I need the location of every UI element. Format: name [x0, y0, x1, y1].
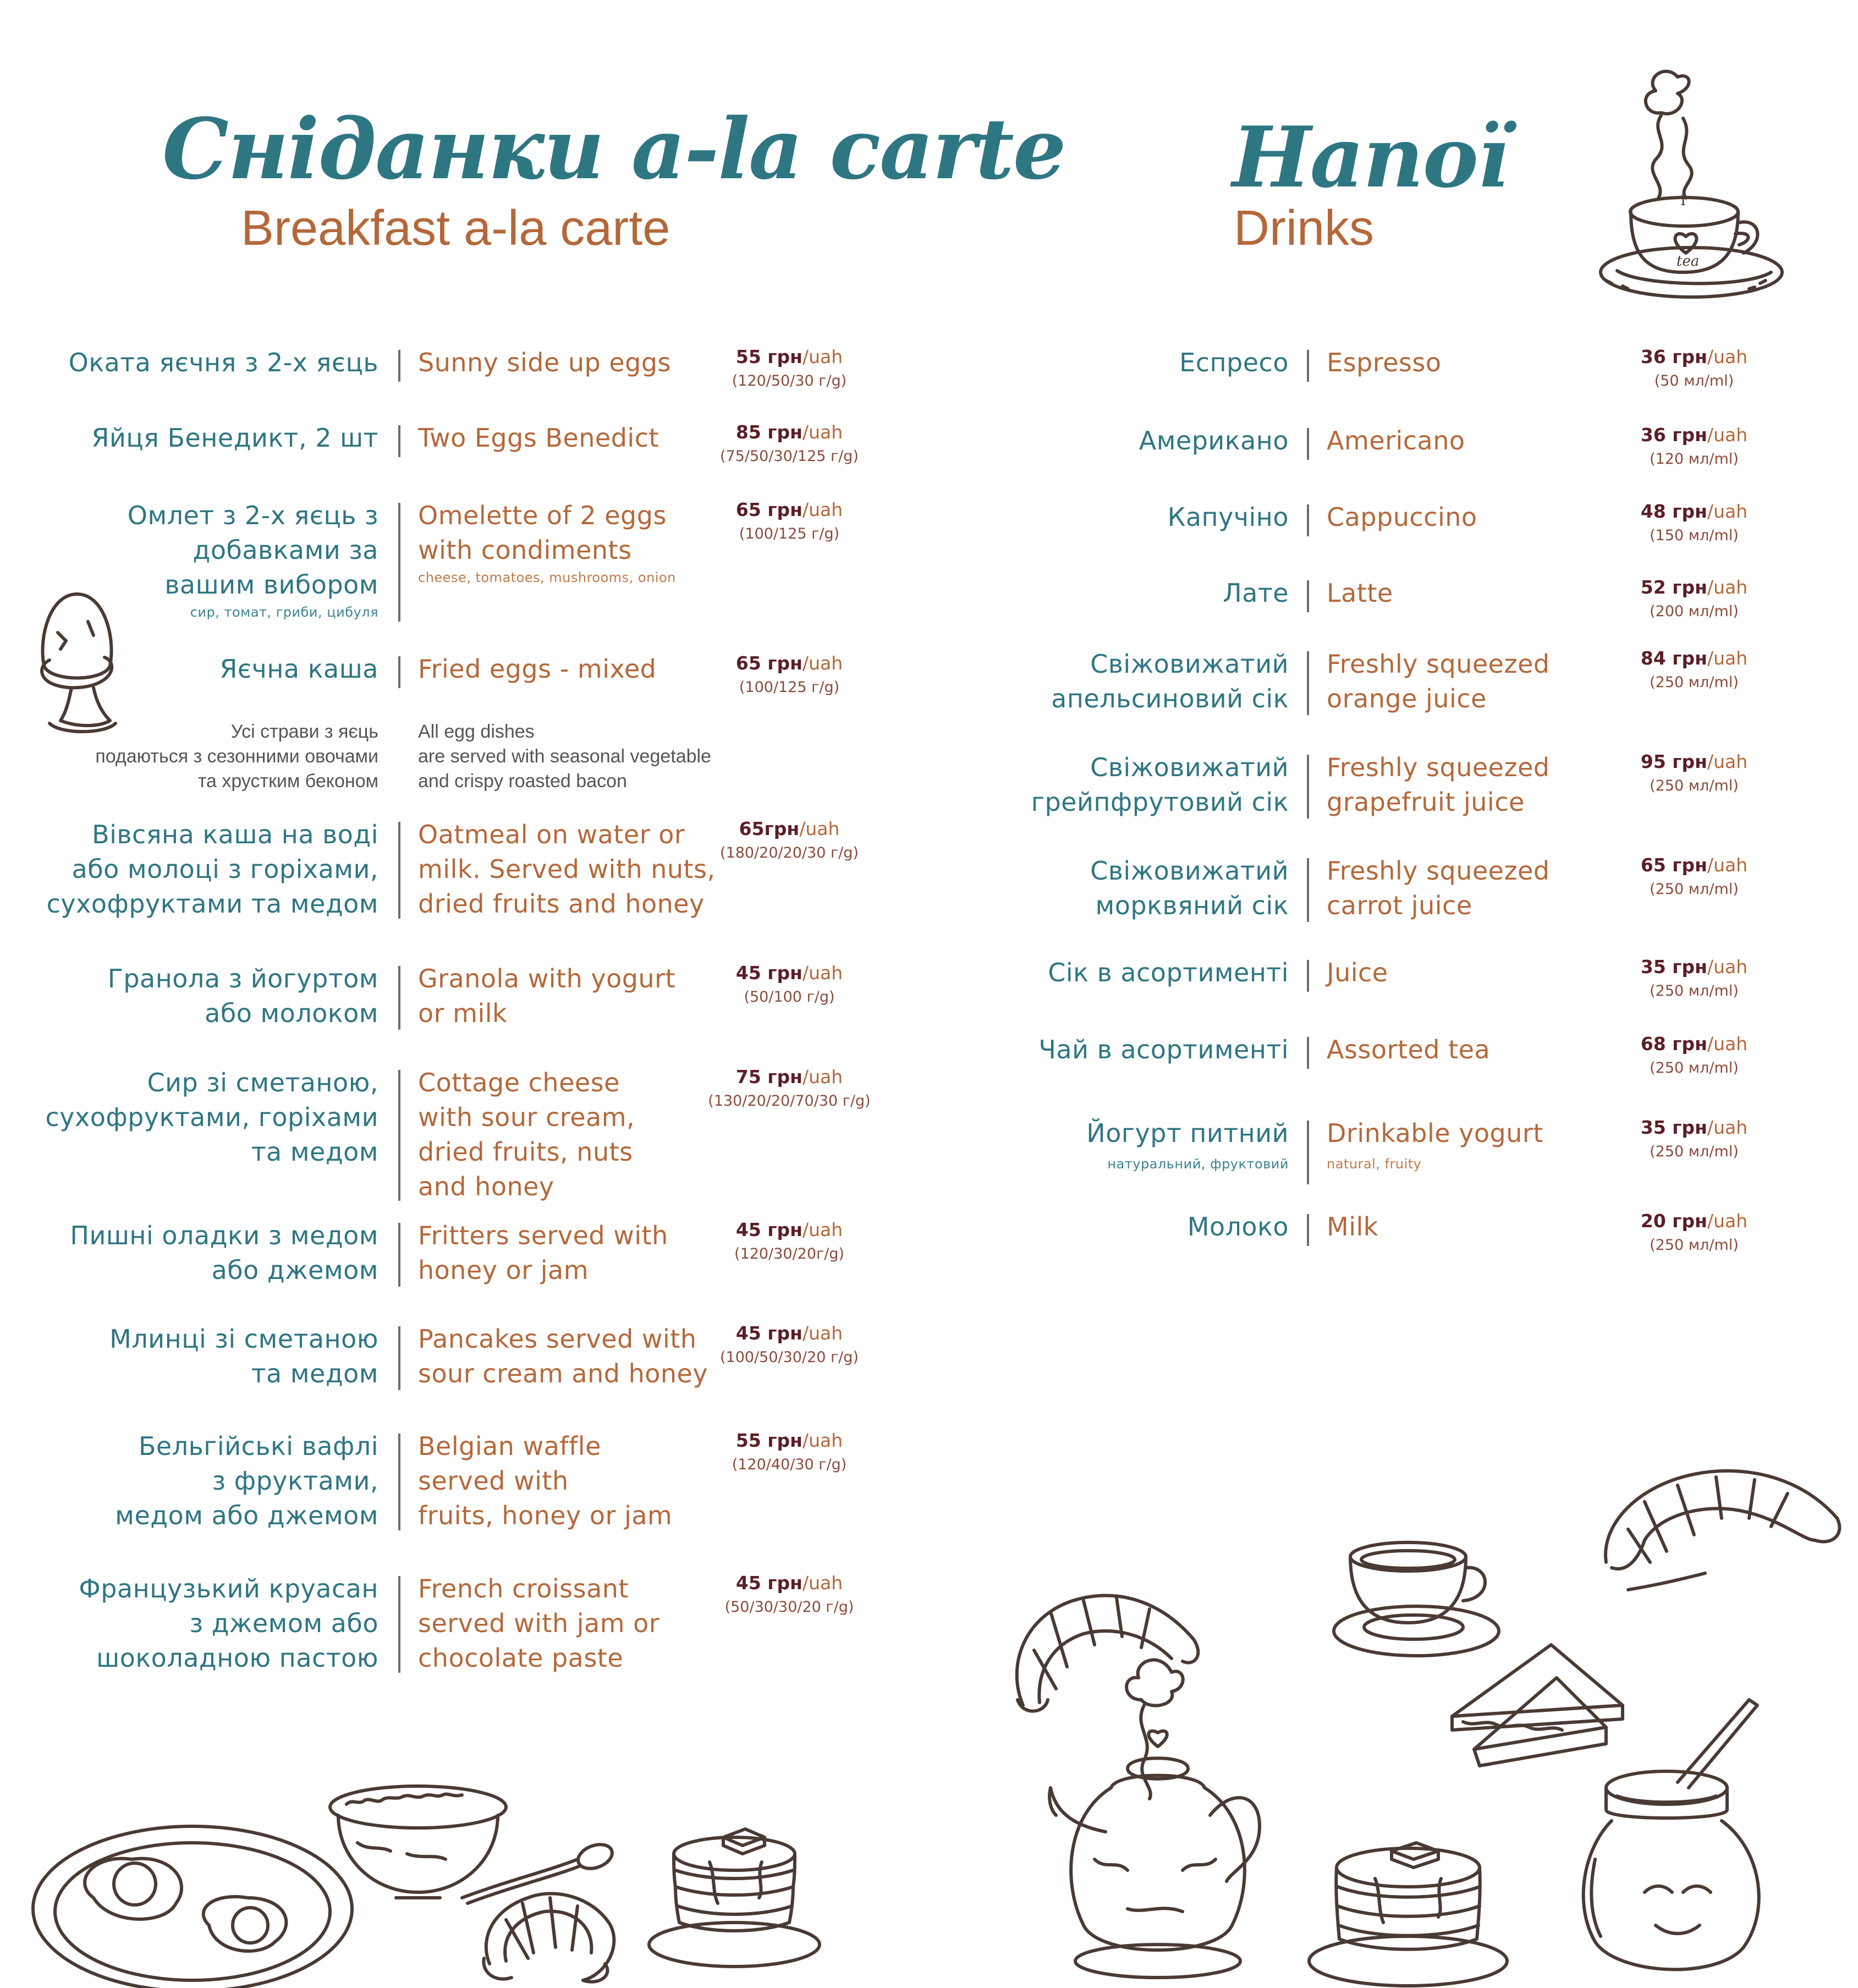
drink-price: 84 грн/uah (250 мл/ml) [1640, 647, 1748, 691]
drink-name-en: Freshly squeezed carrot juice [1327, 856, 1550, 920]
croissant-icon [473, 1865, 622, 1988]
drink-name-uk: Молоко [1187, 1212, 1289, 1242]
item-name-en: Fried eggs - mixed [418, 654, 657, 684]
drink-name-uk: Еспресо [1179, 348, 1289, 377]
drink-name-en: Latte [1327, 578, 1393, 608]
drink-name-uk: Свіжовижатий грейпфрутовий сік [1031, 753, 1289, 817]
drink-name-en: Drinkable yogurt natural, fruity [1327, 1116, 1635, 1174]
drinks-title-en: Drinks [1234, 201, 1375, 256]
item-name-uk: Пишні оладки з медом або джемом [70, 1221, 378, 1285]
item-name-uk: Французький круасан з джемом або шоколадною пастою [79, 1574, 378, 1673]
item-name-uk: Млинці зі сметаною та медом [109, 1324, 378, 1388]
drink-price: 36 грн/uah (50 мл/ml) [1640, 346, 1748, 389]
separator [398, 1434, 400, 1530]
separator [398, 1576, 400, 1673]
drink-name-uk: Американо [1139, 426, 1289, 455]
separator [398, 822, 400, 919]
cup-text-i: I [1680, 193, 1686, 209]
item-price: 65грн/uah (180/20/20/30 г/g) [720, 818, 859, 861]
separator [1307, 580, 1309, 612]
drink-name-uk: Капучіно [1167, 502, 1289, 532]
drink-name-uk: Лате [1223, 578, 1289, 608]
item-price: 55 грн/uah (120/40/30 г/g) [732, 1430, 847, 1473]
breakfast-title-uk: Сніданки a-la carte [162, 100, 1065, 198]
item-name-uk: Бельгійські вафлі з фруктами, медом або джемом [115, 1431, 378, 1530]
separator [1307, 350, 1309, 382]
separator [398, 1070, 400, 1201]
separator [1307, 504, 1309, 536]
separator [1307, 755, 1309, 819]
drink-price: 68 грн/uah (250 мл/ml) [1640, 1033, 1748, 1077]
item-price: 45 грн/uah (100/50/30/20 г/g) [720, 1322, 859, 1366]
item-name-en: Pancakes served with sour cream and honey [418, 1324, 708, 1388]
item-name-en: Oatmeal on water or milk. Served with nuts, dried fruits and honey [418, 820, 716, 919]
item-price: 45 грн/uah (120/30/20г/g) [734, 1219, 844, 1262]
drink-name-en: Americano [1327, 426, 1465, 455]
croissant-icon [1595, 1452, 1848, 1595]
drink-note-en: natural, fruity [1327, 1156, 1422, 1172]
breakfast-title-en: Breakfast a-la carte [241, 201, 670, 256]
separator [1307, 960, 1309, 992]
item-name-en: Fritters served with honey or jam [418, 1221, 668, 1285]
separator [398, 503, 400, 622]
separator [1307, 858, 1309, 922]
item-name-uk: Яйця Бенедикт, 2 шт [91, 423, 378, 453]
separator [398, 350, 400, 382]
drink-name-en: Freshly squeezed orange juice [1327, 649, 1550, 713]
drink-name-uk: Свіжовижатий морквяний сік [1090, 856, 1289, 920]
item-price: 65 грн/uah (100/125 г/g) [735, 652, 843, 696]
item-name-en: Belgian waffle served with fruits, honey or jam [418, 1431, 673, 1530]
separator [1307, 1037, 1309, 1069]
item-price: 45 грн/uah (50/30/30/20 г/g) [724, 1572, 854, 1616]
drink-name-en: Freshly squeezed grapefruit juice [1327, 753, 1550, 817]
item-price: 85 грн/uah (75/50/30/125 г/g) [720, 421, 859, 465]
separator [398, 966, 400, 1030]
drink-name-uk: Чай в асортименті [1038, 1035, 1289, 1064]
item-name-en: Two Eggs Benedict [418, 423, 659, 453]
drink-name-en: Assorted tea [1327, 1035, 1491, 1064]
item-note-en: cheese, tomatoes, mushrooms, onion [418, 570, 676, 585]
separator [398, 1223, 400, 1287]
item-name-uk: Сир зі сметаною, сухофруктами, горіхами та медом [45, 1068, 378, 1167]
drink-price: 35 грн/uah (250 мл/ml) [1640, 956, 1748, 1000]
drink-name-en: Milk [1327, 1212, 1378, 1242]
drink-name-en: Espresso [1327, 348, 1442, 377]
drink-price: 35 грн/uah (250 мл/ml) [1640, 1117, 1748, 1160]
jam-jar-icon [1573, 1694, 1782, 1980]
drinks-title-uk: Напої [1232, 108, 1508, 206]
item-name-en: Granola with yogurt or milk [418, 964, 676, 1028]
item-name-en: Omelette of 2 eggs with condiments cheese, tomatoes, mushrooms, onion [418, 498, 726, 587]
item-name-uk: Вівсяна каша на воді або молоці з горіхами, сухофруктами та медом [46, 820, 378, 919]
drink-price: 20 грн/uah (250 мл/ml) [1640, 1210, 1748, 1254]
drink-name-en: Cappuccino [1327, 502, 1477, 532]
drink-price: 95 грн/uah (250 мл/ml) [1640, 751, 1748, 794]
teapot-icon [1045, 1650, 1276, 1986]
drink-name-uk: Йогурт питний натуральний, фруктовий [849, 1116, 1289, 1174]
item-name-uk: Оката яєчня з 2-х яєць [68, 348, 378, 377]
item-price: 75 грн/uah (130/20/20/70/30 г/g) [708, 1066, 871, 1110]
drink-name-uk: Свіжовижатий апельсиновий сік [1051, 649, 1289, 713]
separator [1307, 1121, 1309, 1184]
cup-text-tea: tea [1676, 253, 1700, 270]
separator [398, 656, 400, 688]
item-price: 55 грн/uah (120/50/30 г/g) [732, 346, 847, 389]
pancakes-icon [644, 1815, 825, 1969]
fried-eggs-plate-icon [28, 1815, 358, 1988]
drink-name-en: Juice [1327, 958, 1388, 987]
item-name-en: Sunny side up eggs [418, 348, 672, 377]
item-name-uk: Омлет з 2-х яєць з добавками за вашим вибором сир, томат, гриби, цибуля [0, 498, 378, 622]
drink-price: 52 грн/uah (200 мл/ml) [1640, 576, 1748, 620]
item-name-uk: Яєчна каша [219, 654, 378, 684]
drink-name-uk: Сік в асортименті [1048, 958, 1289, 987]
drink-price: 48 грн/uah (150 мл/ml) [1640, 501, 1748, 544]
separator [1307, 651, 1309, 715]
separator [1307, 1214, 1309, 1246]
item-name-uk: Гранола з йогуртом або молоком [107, 964, 378, 1028]
item-note-uk: сир, томат, гриби, цибуля [190, 605, 378, 620]
drink-note-uk: натуральний, фруктовий [1107, 1156, 1289, 1172]
separator [1307, 428, 1309, 460]
separator [398, 425, 400, 457]
item-name-en: French croissant served with jam or chocolate paste [418, 1574, 660, 1673]
egg-dishes-info-uk: Усі страви з яєць подаються з сезонними овочами та хрустким беконом [95, 721, 378, 792]
drink-price: 65 грн/uah (250 мл/ml) [1640, 854, 1748, 898]
item-price: 65 грн/uah (100/125 г/g) [735, 499, 843, 542]
drink-price: 36 грн/uah (120 мл/ml) [1640, 424, 1748, 468]
egg-dishes-info-en: All egg dishes are served with seasonal vegetable and crispy roasted bacon [418, 721, 711, 792]
separator [398, 1326, 400, 1390]
pancakes-icon [1304, 1826, 1513, 1988]
item-price: 45 грн/uah (50/100 г/g) [735, 962, 843, 1006]
egg-cup-icon [28, 583, 127, 743]
item-name-en: Cottage cheese with sour cream, dried fruits, nuts and honey [418, 1068, 635, 1201]
